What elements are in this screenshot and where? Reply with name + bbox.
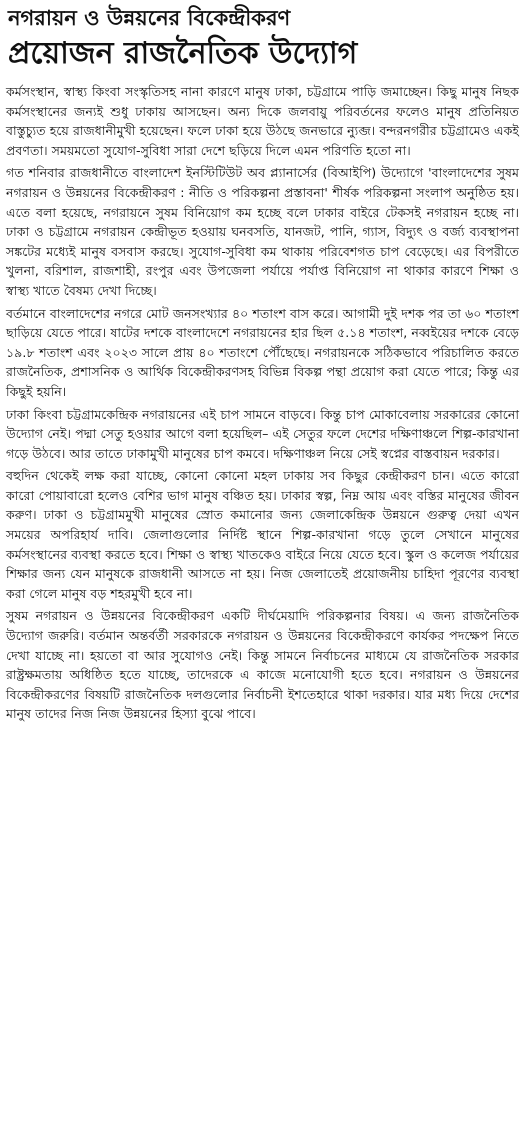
article-paragraph: সুষম নগরায়ন ও উন্নয়নের বিকেন্দ্রীকরণ একটি দীর্ঘমেয়াদি পরিকল্পনার বিষয়। এ জন্য রাজনৈতিক উদ্যোগ জরুরি। বর্তমান অন্তর্বর্তী সরকারকে নগরায়ন ও উন্নয়নের বিকেন্দ্রীকরণে কার্যকর পদক্ষেপ নিতে দেখা যাচ্ছে না। হয়তো বা আর সুযোগও নেই। কিন্তু সামনে নির্বাচনের মাধ্যমে যে রাজনৈতিক সরকার রাষ্ট্রক্ষমতায় অধিষ্ঠিত হতে যাচ্ছে, তাদেরকে এ কাজে মনোযোগী হতে হবে। নগরায়ন ও উন্নয়নের বিকেন্দ্রীকরণের বিষয়টি রাজনৈতিক দলগুলোর নির্বাচনী ইশতেহারে থাকা দরকার। যার মধ্য দিয়ে দেশের মানুষ তাদের নিজ নিজ উন্নয়নের হিস্যা বুঝে পাবে।	[6, 608, 519, 722]
article-paragraph: ঢাকা কিংবা চট্টগ্রামকেন্দ্রিক নগরায়নের এই চাপ সামনে বাড়বে। কিন্তু চাপ মোকাবেলায় সরকারের কোনো উদ্যোগ নেই। পদ্মা সেতু হওয়ার আগে বলা হয়েছিল– এই সেতুর ফলে দেশের দক্ষিণাঞ্চলে শিল্প-কারখানা গড়ে উঠবে। আর তাতে ঢাকামুখী মানুষের চাপ কমবে। দক্ষিণাঞ্চল নিয়ে সেই স্বপ্নের বাস্তবায়ন দরকার।	[6, 406, 519, 461]
article-paragraph: গত শনিবার রাজধানীতে বাংলাদেশ ইনস্টিটিউট অব প্ল্যানার্সের (বিআইপি) উদ্যোগে 'বাংলাদেশের সুষম নগরায়ন ও উন্নয়নের বিকেন্দ্রীকরণ : নীতি ও পরিকল্পনা প্রস্তাবনা' শীর্ষক পরিকল্পনা সংলাপ অনুষ্ঠিত হয়। এতে বলা হয়েছে, নগরায়নে সুষম বিনিয়োগ কম হচ্ছে বলে ঢাকার বাইরে টেকসই নগরায়ন হচ্ছে না। ঢাকা ও চট্টগ্রামে নগরায়ন কেন্দ্রীভূত হওয়ায় ঘনবসতি, যানজট, পানি, গ্যাস, বিদ্যুৎ ও বর্জ্য ব্যবস্থাপনা সঙ্কটের মধ্যেই মানুষ বসবাস করছে। সুযোগ-সুবিধা কম থাকায় পরিবেশগত চাপ বেড়েছে। এর বিপরীতে খুলনা, বরিশাল, রাজশাহী, রংপুর এবং উপজেলা পর্যায়ে পর্যাপ্ত বিনিয়োগ না থাকার কারণে শিক্ষা ও স্বাস্থ্য খাতে বৈষম্য দেখা দিচ্ছে।	[6, 165, 519, 298]
article-paragraph: বর্তমানে বাংলাদেশের নগরে মোট জনসংখ্যার ৪০ শতাংশ বাস করে। আগামী দুই দশক পর তা ৬০ শতাংশ ছাড়িয়ে যেতে পারে। ষাটের দশকে বাংলাদেশে নগরায়নের হার ছিল ৫.১৪ শতাংশ, নব্বইয়ের দশকে বেড়ে ১৯.৮ শতাংশ এবং ২০২৩ সালে প্রায় ৪০ শতাংশে পৌঁছেছে। নগরায়নকে সঠিকভাবে পরিচালিত করতে রাজনৈতিক, প্রশাসনিক ও আর্থিক বিকেন্দ্রীকরণসহ বিভিন্ন বিকল্প পন্থা প্রয়োগ করা যেতে পারে; কিন্তু এর কিছুই হয়নি।	[6, 305, 519, 399]
article-paragraph: কর্মসংস্থান, স্বাস্থ্য কিংবা সংস্কৃতিসহ নানা কারণে মানুষ ঢাকা, চট্টগ্রামে পাড়ি জমাচ্ছেন। কিছু মানুষ নিছক কর্মসংস্থানের জন্যই শুধু ঢাকায় আসছেন। অন্য দিকে জলবায়ু পরিবর্তনের ফলেও মানুষ প্রতিনিয়ত বাস্তুচ্যুত হয়ে রাজধানীমুখী হয়েছেন। ফলে ঢাকা হয়ে উঠছে জনভারে ন্যুব্জ। বন্দরনগরীর চট্টগ্রামেও একই প্রবণতা। সময়মতো সুযোগ-সুবিধা সারা দেশে ছড়িয়ে দিলে এমন পরিণতি হতো না।	[6, 84, 519, 158]
article-paragraph: বহুদিন থেকেই লক্ষ করা যাচ্ছে, কোনো কোনো মহল ঢাকায় সব কিছুর কেন্দ্রীকরণ চান। এতে কারো কারো পোয়াবারো হলেও বেশির ভাগ মানুষ বঞ্চিত হয়। ঢাকার স্বল্প, নিম্ন আয় এবং বস্তির মানুষের জীবন করুণ। ঢাকা ও চট্টগ্রামমুখী মানুষের স্রোত কমানোর জন্য জেলাকেন্দ্রিক উন্নয়নে গুরুত্ব দেয়া এখন সময়ের অপরিহার্য দাবি। জেলাগুলোর নির্দিষ্ট স্থানে শিল্প-কারখানা গড়ে তুলে সেখানে মানুষের কর্মসংস্থানের ব্যবস্থা করতে হবে। শিক্ষা ও স্বাস্থ্য খাতকেও বাইরে নিয়ে যেতে হবে। স্কুল ও কলেজ পর্যায়ের শিক্ষার জন্য যেন মানুষকে রাজধানী আসতে না হয়। নিজ জেলাতেই প্রয়োজনীয় চাহিদা পূরণের ব্যবস্থা করা গেলে মানুষ বড় শহরমুখী হবে না।	[6, 468, 519, 601]
article-headline: প্রয়োজন রাজনৈতিক উদ্যোগ	[8, 36, 358, 71]
article-body	[6, 82, 519, 724]
article-kicker: নগরায়ন ও উন্নয়নের বিকেন্দ্রীকরণ	[8, 6, 291, 30]
